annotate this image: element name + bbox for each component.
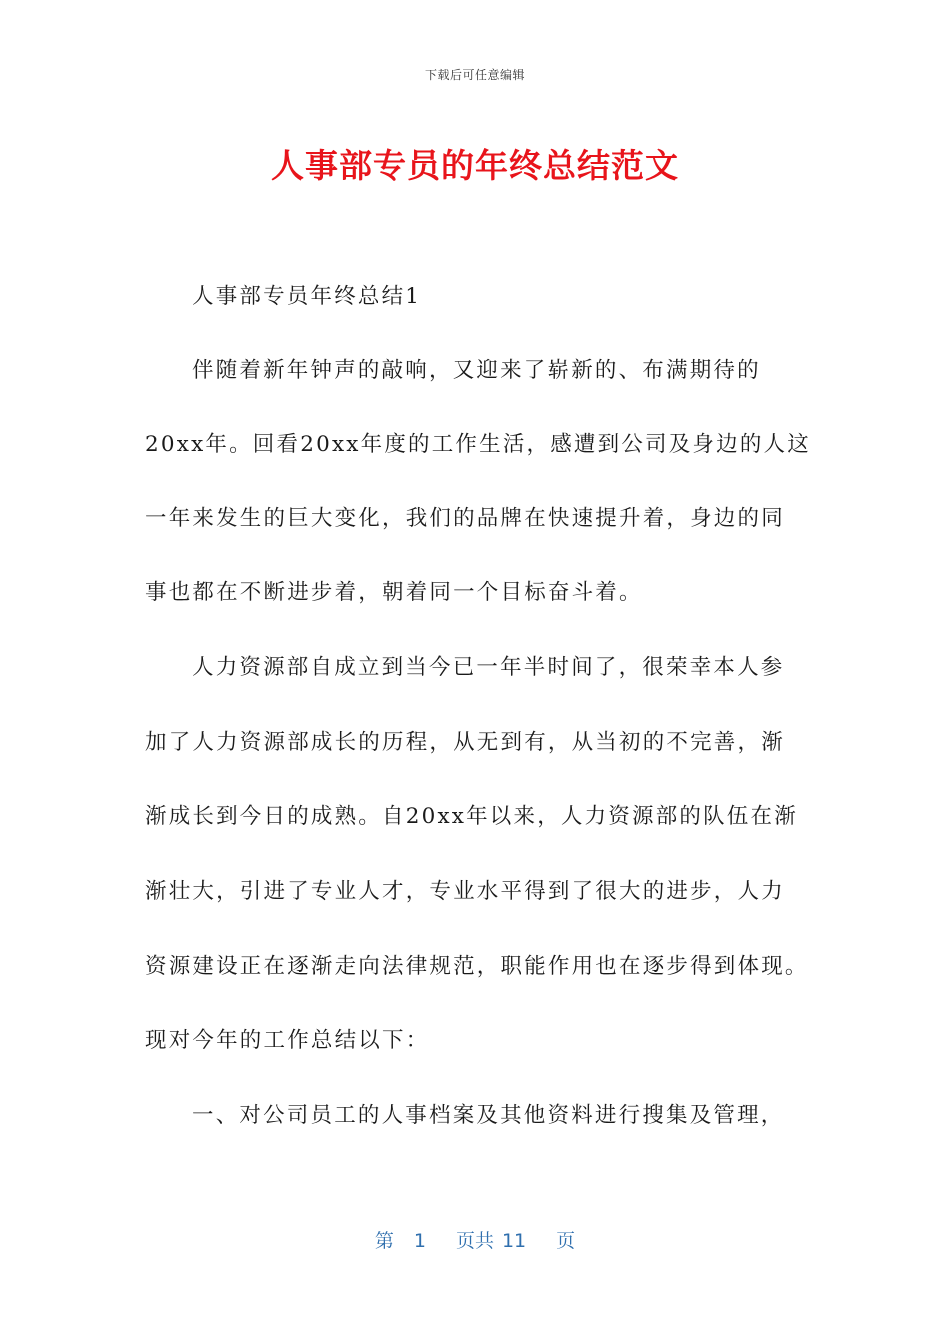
paragraph-line: 人力资源部自成立到当今已一年半时间了，很荣幸本人参 bbox=[192, 655, 785, 680]
paragraph-line: 伴随着新年钟声的敲响，又迎来了崭新的、布满期待的 bbox=[192, 358, 761, 383]
paragraph-line: 一、对公司员工的人事档案及其他资料进行搜集及管理， bbox=[192, 1103, 785, 1128]
paragraph-line: 一年来发生的巨大变化，我们的品牌在快速提升着，身边的同 bbox=[145, 506, 785, 531]
document-title: 人事部专员的年终总结范文 bbox=[271, 146, 679, 185]
section-heading: 人事部专员年终总结1 bbox=[192, 284, 422, 309]
footer-ye-gong: 页共 bbox=[455, 1230, 494, 1252]
paragraph-line: 20xx年。回看20xx年度的工作生活，感遭到公司及身边的人这 bbox=[145, 432, 811, 457]
page-footer bbox=[0, 1226, 950, 1253]
footer-current-page: 1 bbox=[413, 1230, 426, 1252]
footer-total-pages: 11 bbox=[501, 1230, 527, 1252]
paragraph-line: 资源建设正在逐渐走向法律规范，职能作用也在逐步得到体现。 bbox=[145, 954, 809, 979]
paragraph-line: 渐壮大，引进了专业人才，专业水平得到了很大的进步，人力 bbox=[145, 879, 785, 904]
paragraph-line: 渐成长到今日的成熟。自20xx年以来，人力资源部的队伍在渐 bbox=[145, 804, 798, 829]
paragraph-line: 事也都在不断进步着，朝着同一个目标奋斗着。 bbox=[145, 580, 643, 605]
footer-di: 第 bbox=[374, 1230, 394, 1252]
paragraph-line: 加了人力资源部成长的历程，从无到有，从当初的不完善，渐 bbox=[145, 730, 785, 755]
footer-ye: 页 bbox=[556, 1230, 576, 1252]
paragraph-line: 现对今年的工作总结以下： bbox=[145, 1028, 430, 1053]
header-note: 下载后可任意编辑 bbox=[424, 68, 525, 82]
